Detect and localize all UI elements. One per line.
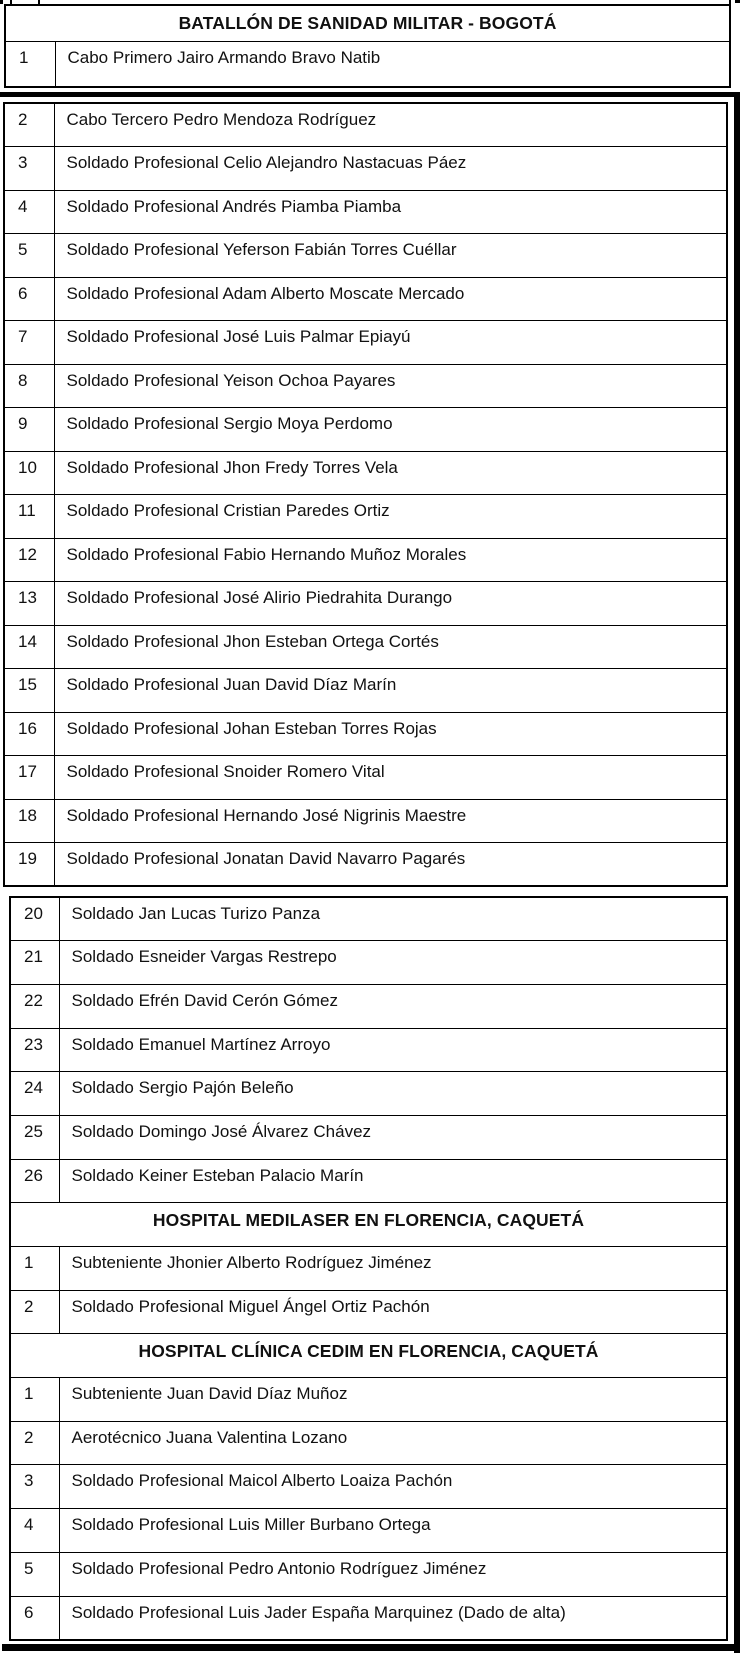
row-name: Soldado Profesional Jonatan David Navarro Pagarés [54,843,727,887]
table-row [4,799,727,843]
table-row [10,1115,727,1159]
row-number: 7 [4,321,54,365]
row-name: Soldado Profesional Maicol Alberto Loaiza Pachón [59,1465,727,1509]
hospitals-table [9,896,728,1641]
table-row [10,1378,727,1422]
table-row [4,712,727,756]
row-name: Soldado Profesional Adam Alberto Moscate Mercado [54,277,727,321]
row-number: 22 [10,984,59,1028]
row-number: 6 [10,1596,59,1640]
row-name: Soldado Profesional Cristian Paredes Ortiz [54,495,727,539]
row-name: Soldado Profesional Sergio Moya Perdomo [54,408,727,452]
row-number: 5 [10,1552,59,1596]
row-name: Soldado Profesional Luis Jader España Marquinez (Dado de alta) [59,1596,727,1640]
table-row [4,408,727,452]
table-row [4,582,727,626]
table-row [4,234,727,278]
section-header-row [10,1334,727,1378]
row-number: 19 [4,843,54,887]
cutoff-table-line [735,0,740,3]
row-name: Soldado Profesional Miguel Ángel Ortiz Pachón [59,1290,727,1334]
section-title: HOSPITAL MEDILASER EN FLORENCIA, CAQUETÁ [10,1203,727,1247]
table-row [4,669,727,713]
row-name: Soldado Profesional Hernando José Nigrinis Maestre [54,799,727,843]
table-row [4,277,727,321]
battalion-table-part2-body [4,103,727,886]
row-number: 24 [10,1072,59,1116]
table-row [10,1290,727,1334]
row-name: Soldado Profesional José Luis Palmar Epiayú [54,321,727,365]
row-name: Soldado Esneider Vargas Restrepo [59,941,727,985]
table-row [10,1421,727,1465]
table-row [4,321,727,365]
cutoff-table-line [0,0,3,4]
row-number: 15 [4,669,54,713]
table-row [5,41,730,87]
row-number: 17 [4,756,54,800]
row-name: Soldado Keiner Esteban Palacio Marín [59,1159,727,1203]
table-row [10,897,727,941]
row-number: 11 [4,495,54,539]
row-name: Soldado Profesional Jhon Fredy Torres Vela [54,451,727,495]
table-row [10,1028,727,1072]
table-row [4,538,727,582]
page-break-bar-top [0,92,740,97]
row-number: 13 [4,582,54,626]
section-header-row [5,5,730,41]
section-header-row [10,1203,727,1247]
table-row [4,625,727,669]
row-number: 6 [4,277,54,321]
row-name: Soldado Profesional Celio Alejandro Nastacuas Páez [54,147,727,191]
row-name: Soldado Profesional Johan Esteban Torres Rojas [54,712,727,756]
section-title: BATALLÓN DE SANIDAD MILITAR - BOGOTÁ [5,5,730,41]
table-row [10,1465,727,1509]
row-name: Soldado Jan Lucas Turizo Panza [59,897,727,941]
row-number: 1 [5,41,55,87]
row-number: 5 [4,234,54,278]
row-number: 3 [4,147,54,191]
row-name: Soldado Profesional Fabio Hernando Muñoz Morales [54,538,727,582]
table-row [4,190,727,234]
row-name: Soldado Profesional José Alirio Piedrahita Durango [54,582,727,626]
row-name: Subteniente Jhonier Alberto Rodríguez Jiménez [59,1247,727,1291]
table-row [4,451,727,495]
row-name: Soldado Emanuel Martínez Arroyo [59,1028,727,1072]
row-number: 1 [10,1378,59,1422]
row-name: Soldado Efrén David Cerón Gómez [59,984,727,1028]
row-name: Cabo Primero Jairo Armando Bravo Natib [55,41,730,87]
table-row [4,364,727,408]
row-name: Soldado Domingo José Álvarez Chávez [59,1115,727,1159]
row-name: Aerotécnico Juana Valentina Lozano [59,1421,727,1465]
row-name: Soldado Sergio Pajón Beleño [59,1072,727,1116]
row-number: 2 [10,1290,59,1334]
battalion-table-part1-body [5,5,730,87]
table-row [10,1552,727,1596]
row-number: 12 [4,538,54,582]
row-name: Soldado Profesional Snoider Romero Vital [54,756,727,800]
table-row [4,103,727,147]
table-row [4,147,727,191]
row-number: 2 [4,103,54,147]
row-number: 10 [4,451,54,495]
row-number: 4 [10,1509,59,1553]
table-row [10,1247,727,1291]
row-name: Soldado Profesional Luis Miller Burbano Ortega [59,1509,727,1553]
table-row [10,1159,727,1203]
row-number: 21 [10,941,59,985]
table-row [10,1072,727,1116]
page-right-border [734,92,740,1653]
row-number: 9 [4,408,54,452]
row-number: 8 [4,364,54,408]
table-row [10,941,727,985]
row-number: 18 [4,799,54,843]
row-name: Soldado Profesional Jhon Esteban Ortega Cortés [54,625,727,669]
table-row [4,756,727,800]
row-name: Subteniente Juan David Díaz Muñoz [59,1378,727,1422]
table-row [10,1596,727,1640]
battalion-table-part2 [3,102,728,887]
row-name: Cabo Tercero Pedro Mendoza Rodríguez [54,103,727,147]
table-row [10,984,727,1028]
battalion-table-part1 [4,4,731,88]
row-number: 3 [10,1465,59,1509]
section-title: HOSPITAL CLÍNICA CEDIM EN FLORENCIA, CAQUETÁ [10,1334,727,1378]
row-number: 14 [4,625,54,669]
hospitals-table-body [10,897,727,1640]
row-name: Soldado Profesional Yeferson Fabián Torres Cuéllar [54,234,727,278]
row-name: Soldado Profesional Andrés Piamba Piamba [54,190,727,234]
row-name: Soldado Profesional Juan David Díaz Marín [54,669,727,713]
row-number: 20 [10,897,59,941]
table-row [4,495,727,539]
row-number: 16 [4,712,54,756]
row-name: Soldado Profesional Pedro Antonio Rodríguez Jiménez [59,1552,727,1596]
table-row [4,843,727,887]
row-name: Soldado Profesional Yeison Ochoa Payares [54,364,727,408]
row-number: 26 [10,1159,59,1203]
row-number: 1 [10,1247,59,1291]
row-number: 25 [10,1115,59,1159]
row-number: 23 [10,1028,59,1072]
table-row [10,1509,727,1553]
row-number: 4 [4,190,54,234]
page-break-bar-bottom [2,1644,740,1651]
row-number: 2 [10,1421,59,1465]
